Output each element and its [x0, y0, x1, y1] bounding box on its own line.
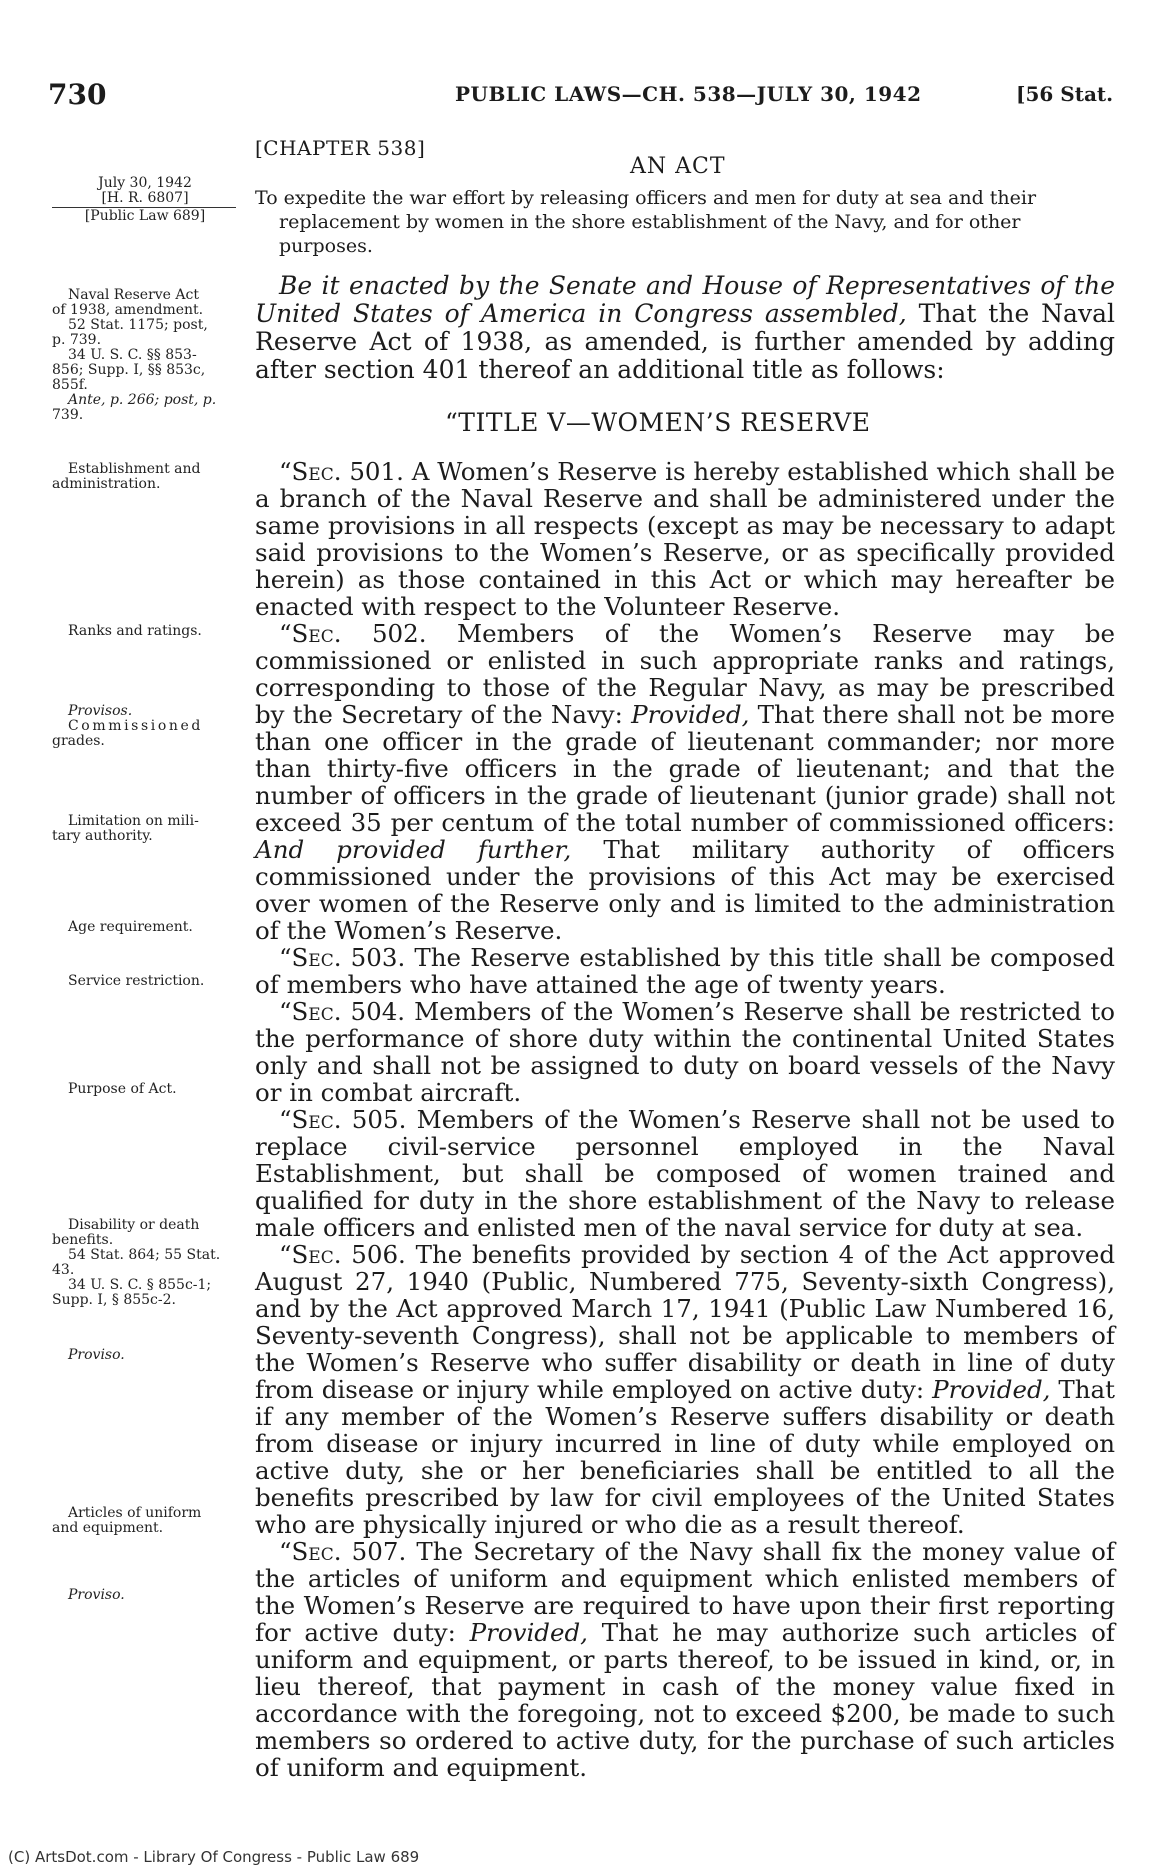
section-507: “Sec. 507. The Secretary of the Navy shall fix the money value of the articles of uniform and equipment which enlisted members of the Women’s Reserve are required to have upon their first reporting for active duty: Provided, That he may authorize such articles of uniform and equipment, or parts thereof, to be issued in kind, or, in lieu thereof, that payment in cash of the money value fixed in accordance with the foregoing, not to exceed $200, be made to such members so ordered to active duty, for the purchase of such articles of uniform and equipment. [255, 1537, 1115, 1782]
margin-date: July 30, 1942 [98, 175, 192, 191]
margin-public-law: [Public Law 689] [84, 208, 206, 224]
section-502: “Sec. 502. Members of the Women’s Reserve may be commissioned or enlisted in such appropriate ranks and ratings, corresponding to those of the Regular Navy, as may be prescribed by the Secretary of the Navy: Provided, That there shall not be more than one officer in the grade of lieutenant commander; nor more than thirty-five officers in the grade of lieutenant; and that the number of officers in the grade of lieutenant (junior grade) shall not exceed 35 per centum of the total number of commissioned officers: And provided further, That military authority of officers commissioned under the provisions of this Act may be exercised over women of the Reserve only and is limited to the administration of the Women’s Reserve. [255, 619, 1116, 945]
margin-bill-number: [H. R. 6807] [101, 190, 189, 206]
title-heading: “TITLE V—WOMEN’S RESERVE [445, 408, 871, 437]
running-title: PUBLIC LAWS—CH. 538—JULY 30, 1942 [455, 82, 922, 106]
margin-note-limitation: Limitation on mili- tary authority. [52, 813, 199, 844]
margin-note-ranks: Ranks and ratings. [68, 623, 202, 639]
margin-note-proviso-506: Proviso. [68, 1347, 125, 1363]
enacting-clause: Be it enacted by the Senate and House of Representatives of the United States of America in Congress assembled, That the Naval Reserve Act of 1938, as amended, is further amended by adding after section 401 thereof an additional title as follows: [255, 271, 1115, 384]
page-number: 730 [48, 78, 107, 111]
margin-note-articles: Articles of uniform and equipment. [52, 1505, 202, 1536]
margin-note-naval-reserve: Naval Reserve Act of 1938, amendment. 52 Stat. 1175; post, p. 739. 34 U. S. C. §§ 853- 856; Supp. I, §§ 853c, 855f. Ante, p. 266; post, p. 739. [52, 287, 217, 423]
margin-date-block [52, 176, 238, 224]
section-505: “Sec. 505. Members of the Women’s Reserve shall not be used to replace civil-service personnel employed in the Naval Establishment, but shall be composed of women trained and qualified for duty in the shore establishment of the Navy to release male officers and enlisted men of the naval service for duty at sea. [255, 1105, 1115, 1242]
section-501: “Sec. 501. A Women’s Reserve is hereby established which shall be a branch of the Naval Reserve and shall be administered under the same provisions in all respects (except as may be necessary to adapt said provisions to the Women’s Reserve, or as specifically provided herein) as those contained in this Act or which may hereafter be enacted with respect to the Volunteer Reserve. [255, 457, 1115, 621]
section-503: “Sec. 503. The Reserve established by this title shall be composed of members who have attained the age of twenty years. [255, 943, 1115, 999]
volume-reference: [56 Stat. [1016, 82, 1114, 106]
margin-note-provisos: Provisos. Commissioned grades. [52, 703, 203, 749]
margin-note-establishment: Establishment and administration. [52, 461, 201, 492]
margin-note-proviso-507: Proviso. [68, 1587, 125, 1603]
act-purpose: To expedite the war effort by releasing officers and men for duty at sea and their replacement by women in the shore establishment of the Navy, and for other purposes. [255, 187, 1037, 257]
margin-note-disability: Disability or death benefits. 54 Stat. 864; 55 Stat. 43. 34 U. S. C. § 855c-1; Supp. I, § 855c-2. [52, 1217, 221, 1308]
chapter-heading: [CHAPTER 538] [255, 136, 426, 160]
margin-note-age: Age requirement. [68, 919, 193, 935]
margin-note-purpose: Purpose of Act. [68, 1081, 177, 1097]
section-504: “Sec. 504. Members of the Women’s Reserve shall be restricted to the performance of shore duty within the continental United States only and shall not be assigned to duty on board vessels of the Navy or in combat aircraft. [255, 997, 1115, 1107]
act-heading: AN ACT [630, 154, 726, 179]
section-506: “Sec. 506. The benefits provided by section 4 of the Act approved August 27, 1940 (Public, Numbered 775, Seventy-sixth Congress), and by the Act approved March 17, 1941 (Public Law Numbered 16, Seventy-seventh Congress), shall not be applicable to members of the Women’s Reserve who suffer disability or death in line of duty from disease or injury while employed on active duty: Provided, That if any member of the Women’s Reserve suffers disability or death from disease or injury incurred in line of duty while employed on active duty, she or her beneficiaries shall be entitled to all the benefits prescribed by law for civil employees of the United States who are physically injured or who die as a result thereof. [255, 1240, 1115, 1539]
sections [255, 458, 1115, 1781]
image-credit: (C) ArtsDot.com - Library Of Congress - Public Law 689 [8, 1848, 420, 1866]
margin-note-service: Service restriction. [68, 973, 205, 989]
